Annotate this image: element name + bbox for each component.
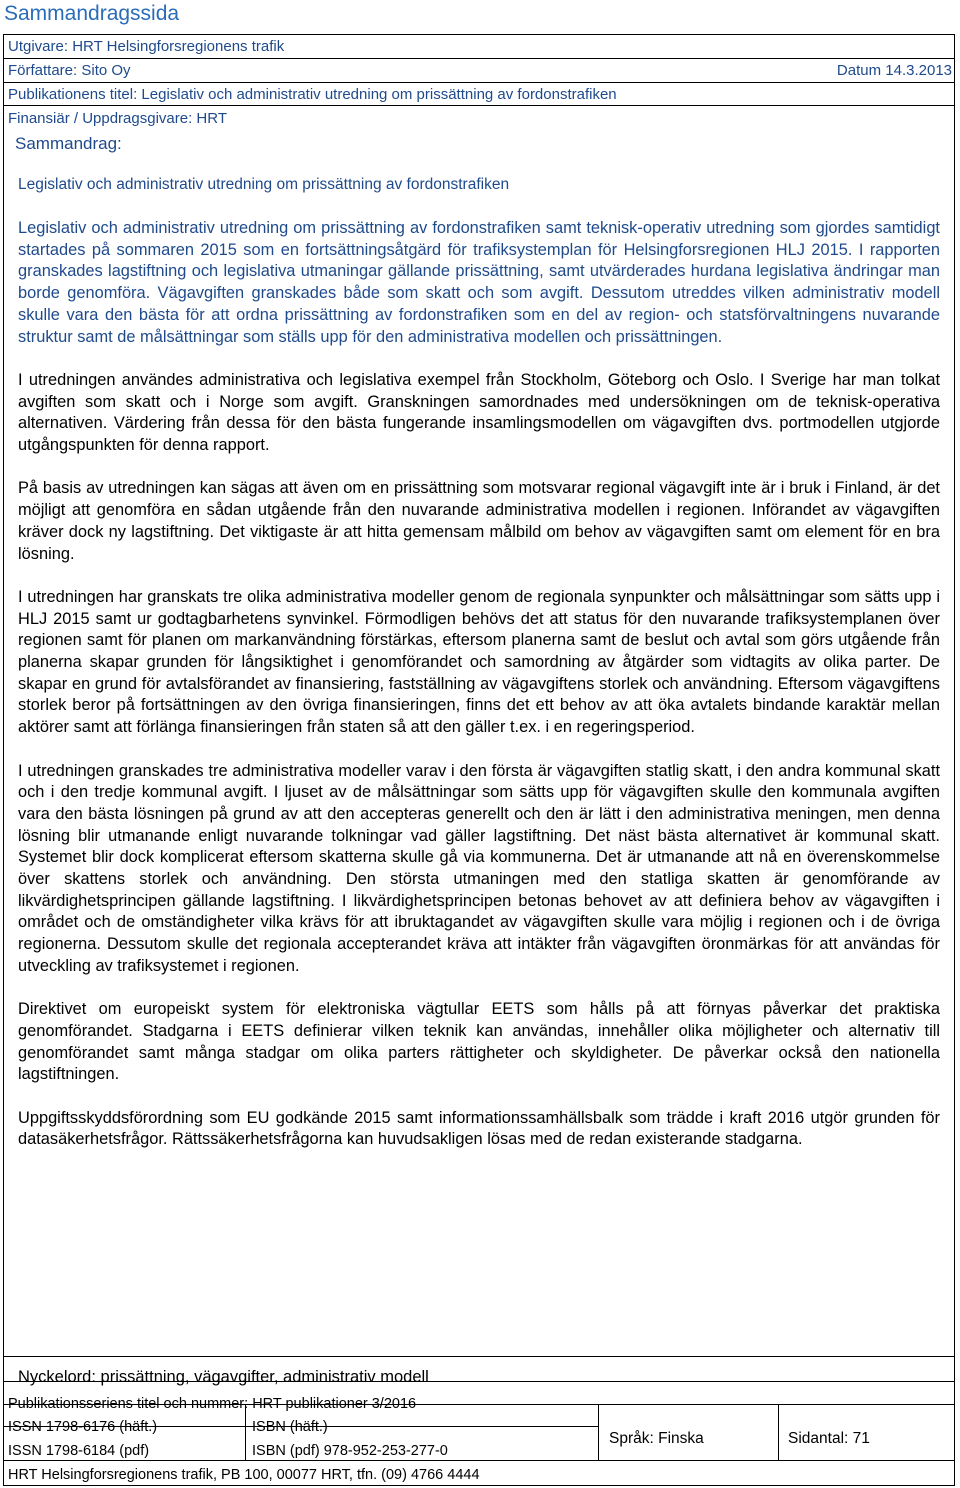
divider bbox=[4, 58, 954, 59]
paragraph: I utredningen har granskats tre olika administrativa modeller genom de regionala synpunkter och målsättningar som sätts upp i HLJ 2015 samt ur godtagbarhetens synvinkel. Förmodligen behövs det att status för den nuvarande trafiksystemplanen över regionen samt för planen om markanvändning förstärkas, eftersom planerna samt de beslut och avtal som görs utgående från planerna skapar grunden för långsiktighet i genomförandet och samordning av åtgärder som vidtagits av olika parter. De skapar en grund för avtalsförandet av finansiering, fastställning av vägavgiftens storlek och användning. Eftersom vägavgiftens storlek beror på fortsättningen av den övriga finansieringen, finns det ett behov av att öka avtalets bindande karaktär mellan aktörer samt att förlänga finansieringen från staten så att den gäller t.ex. i en regeringsperiod. bbox=[18, 587, 940, 737]
divider bbox=[4, 105, 954, 106]
divider bbox=[245, 1404, 246, 1460]
issn-pdf: ISSN 1798-6184 (pdf) bbox=[8, 1443, 150, 1459]
divider bbox=[4, 82, 954, 83]
summary-body bbox=[18, 218, 940, 1173]
isbn-pdf: ISBN (pdf) 978-952-253-277-0 bbox=[252, 1443, 448, 1459]
divider bbox=[4, 1460, 954, 1461]
publisher: Utgivare: HRT Helsingforsregionens trafik bbox=[8, 38, 285, 55]
summary-heading: Legislativ och administrativ utredning om prissättning av fordonstrafiken bbox=[18, 176, 510, 193]
issn-print: ISSN 1798-6176 (häft.) bbox=[8, 1419, 158, 1435]
page-count: Sidantal: 71 bbox=[788, 1430, 870, 1447]
author: Författare: Sito Oy bbox=[8, 62, 131, 79]
paragraph: Uppgiftsskyddsförordning som EU godkände 2015 samt informationssamhällsbalk som trädde i kraft 2016 utgör grunden för datasäkerhetsfrågor. Rättssäkerhetsfrågorna kan huvudsakligen lösas med de redan existerande stadgarna. bbox=[18, 1108, 940, 1149]
date: Datum 14.3.2013 bbox=[836, 62, 952, 79]
divider bbox=[598, 1404, 599, 1460]
paragraph: Legislativ och administrativ utredning om prissättning av fordonstrafiken samt teknisk-operativ utredning som gjordes samtidigt startades på sommaren 2015 som en fortsättningsåtgärd för trafiksystemplan för Helsingforsregionen HLJ 2015. I rapporten granskades lagstiftning och legislativa utmaningar gällande prissättning, samt utvärderades hurdana legislativa ändringar man borde genomföra. Vägavgiften granskades både som skatt och som avgift. Dessutom utreddes vilken administrativ modell skulle vara den bästa för att ordna prissättning av fordonstrafiken som en del av region- och statsförvaltningens nuvarande struktur samt de målsättningar som ställs upp för den administrativa modellen och prissättningen. bbox=[18, 219, 940, 346]
isbn-print: ISBN (häft.) bbox=[252, 1419, 328, 1435]
page-title: Sammandragssida bbox=[4, 2, 180, 25]
keywords: Nyckelord: prissättning, vägavgifter, administrativ modell bbox=[18, 1368, 429, 1386]
publication-title: Publikationens titel: Legislativ och administrativ utredning om prissättning av fordonstrafiken bbox=[8, 86, 617, 103]
series-title: Publikationsseriens titel och nummer: HRT publikationer 3/2016 bbox=[8, 1396, 417, 1412]
paragraph: I utredningen användes administrativa och legislativa exempel från Stockholm, Göteborg och Oslo. I Sverige har man tolkat avgiften som skatt och i Norge som avgift. Granskningen samordnades med undersökningen om de teknisk-operativa alternativen. Värdering från dessa för den bästa fungerande insamlingsmodellen om vägavgiften dvs. portmodellen utgjorde utgångspunkten för denna rapport. bbox=[18, 370, 940, 455]
divider bbox=[778, 1404, 779, 1460]
paragraph: På basis av utredningen kan sägas att även om en prissättning som motsvarar regional vägavgift inte är i bruk i Finland, är det möjligt att genomföra en sådan utgående från den nuvarande administrativa modellen i regionen. Införandet av vägavgiften kräver dock ny lagstiftning. Det viktigaste är att hitta gemensam målbild om behov av vägavgiften samt om element för en bra lösning. bbox=[18, 479, 940, 563]
summary-label: Sammandrag: bbox=[15, 134, 122, 153]
language: Språk: Finska bbox=[609, 1430, 704, 1447]
divider bbox=[4, 1356, 954, 1357]
paragraph: Direktivet om europeiskt system för elektroniska vägtullar EETS som hålls på att förnyas påverkar det praktiska genomförandet. Stadgarna i EETS definierar vilken teknik kan användas, innehåller olika möjligheter och alternativ till genomförandet samt många stadgar om olika parters rättigheter och skyldigheter. De påverkar också den nationella lagstiftningen. bbox=[18, 1000, 940, 1084]
paragraph: I utredningen granskades tre administrativa modeller varav i den första är vägavgiften statlig skatt, i den andra kommunal skatt och i den tredje kommunal avgift. I ljuset av de målsättningar som sätts upp för vägavgiften skulle den kommunala avgiften vara den bästa lösningen på grund av att den accepteras generellt och den är lätt i den administrativa meningen, men denna lösning blir utmanande enligt nuvarande tolkningar vad gäller lagstiftning. Det näst bästa alternativet är kommunal skatt. Systemet blir dock komplicerat eftersom skatterna skulle gå via kommunerna. Det är utmanande att nå en överenskommelse över skattens storlek och användning. Den största utmaningen med den statliga skatten är genomförande av likvärdighetsprincipen gällande lagstiftning. I likvärdighetsprincipen betonas behovet av att definiera behov av vägavgiften i området och de omständigheter vilka krävs för att ibruktagandet av vägavgiften skulle vara möjlig i regionen och i de övriga regionerna. Dessutom skulle det regionala accepterandet kräva att intäkter från vägavgiften öronmärkas för att användas för utveckling av trafiksystemet i regionen. bbox=[18, 761, 940, 975]
financier: Finansiär / Uppdragsgivare: HRT bbox=[8, 110, 227, 127]
contact-info: HRT Helsingforsregionens trafik, PB 100, 00077 HRT, tfn. (09) 4766 4444 bbox=[8, 1467, 480, 1483]
